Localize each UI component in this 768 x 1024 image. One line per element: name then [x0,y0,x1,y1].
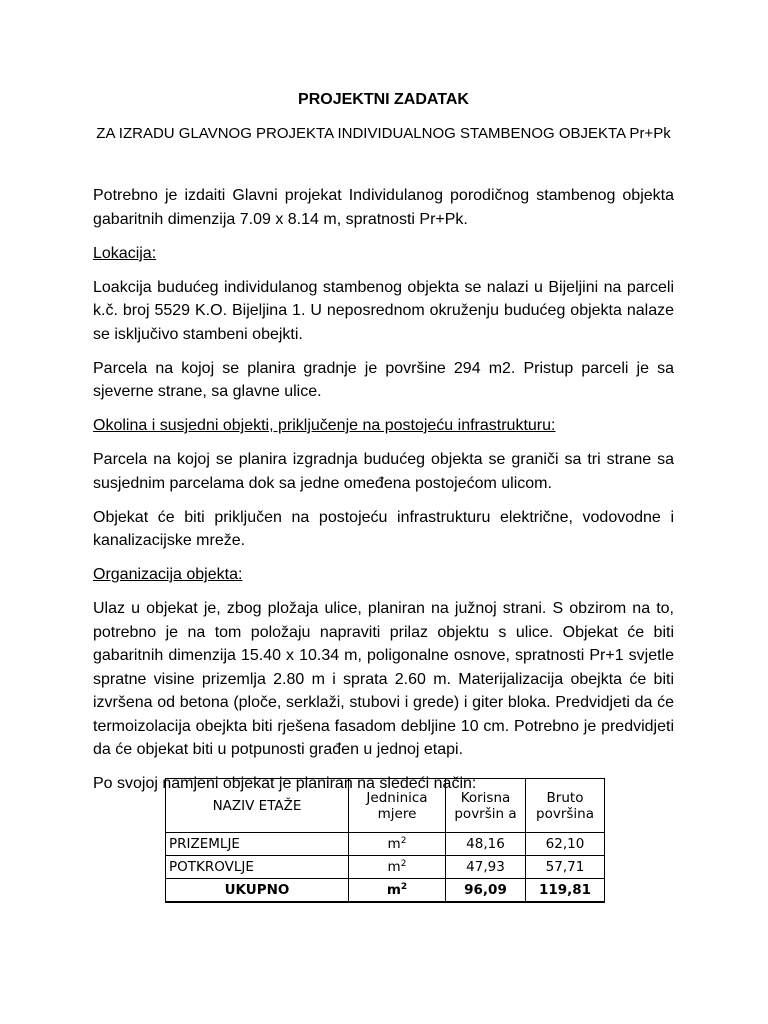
organizacija-paragraph: Ulaz u objekat je, zbog pložaja ulice, planiran na južnoj strani. S obzirom na to, potrebno je na tom položaju napraviti prilaz objektu s ulice. Objekat će biti gabaritnih dimenzija 15.40 x 10.34 m, poligonalne osnove, spratnosti Pr+1 svjetle spratne visine prizemlja 2.80 m i sprata 2.60 m. Materijalizacija obejkta će biti izvršena od betona (ploče, serklaži, stubovi i grede) i giter bloka. Predvidjeti da će termoizolacija obejkta biti rješena fasadom debljine 10 cm. Potrebno je predvidjeti da će objekat biti u potpunosti građen u jednoj etapi. [93,600,674,758]
document-body [93,184,674,806]
row-name: PRIZEMLJE [166,833,349,856]
total-unit: $m^2$ [349,879,446,903]
table-row [166,833,605,856]
okolina-paragraph-2: Objekat će biti priključen na postojeću infrastrukturu električne, vodovodne i kanalizacijske mreže. [93,508,674,549]
row-unit: $m^2$ [349,833,446,856]
total-name: UKUPNO [166,879,349,903]
lokacija-paragraph-2: Parcela na kojoj se planira gradnje je površine 294 m2. Pristup parceli je sa sjeverne strane, sa glavne ulice. [93,359,674,400]
total-korisna: 96,09 [446,879,526,903]
intro-paragraph: Potrebno je izdaiti Glavni projekat Individulanog porodičnog stambenog objekta gabaritnih dimenzija 7.09 x 8.14 m, spratnosti Pr+Pk. [93,187,674,228]
row-bruto: 57,71 [526,856,605,879]
table-row [166,856,605,879]
lokacija-heading: Lokacija: [93,244,157,262]
okolina-paragraph-1: Parcela na kojoj se planira izgradnja budućeg objekta se graniči sa tri strane sa susjednim parcelama dok sa jedne omeđena postojećom ulicom. [93,451,674,492]
header-naziv-etaze: NAZIV ETAŽE [166,779,349,833]
lokacija-paragraph-1: Loakcija budućeg individulanog stambenog objekta se nalazi u Bijeljini na parceli k.č. broj 5529 K.O. Bijeljina 1. U neposrednom okruženju budućeg objekta nalaze se isključivo stambeni obejkti. [93,278,674,343]
header-korisna-povrsina: Korisna površin a [446,779,526,833]
row-korisna: 48,16 [446,833,526,856]
total-bruto: 119,81 [526,879,605,903]
organizacija-heading: Organizacija objekta: [93,566,243,583]
okolina-heading: Okolina i susjedni objekti, priključenje na postojeću infrastrukturu: [93,417,556,434]
table-header-row [166,779,605,833]
document-subtitle: ZA IZRADU GLAVNOG PROJEKTA INDIVIDUALNOG STAMBENOG OBJEKTA Pr+Pk [96,125,671,142]
header-jedinica-mjere: Jedninica mjere [349,779,446,833]
row-bruto: 62,10 [526,833,605,856]
area-table [165,778,605,903]
document-title: PROJEKTNI ZADATAK [298,91,469,108]
header-bruto-povrsina: Bruto površina [526,779,605,833]
row-korisna: 47,93 [446,856,526,879]
row-name: POTKROVLJE [166,856,349,879]
table-total-row [166,879,605,903]
row-unit: $m^2$ [349,856,446,879]
namjena-paragraph: Po svojoj namjeni objekat je planiran na sledeći način: [93,775,477,792]
